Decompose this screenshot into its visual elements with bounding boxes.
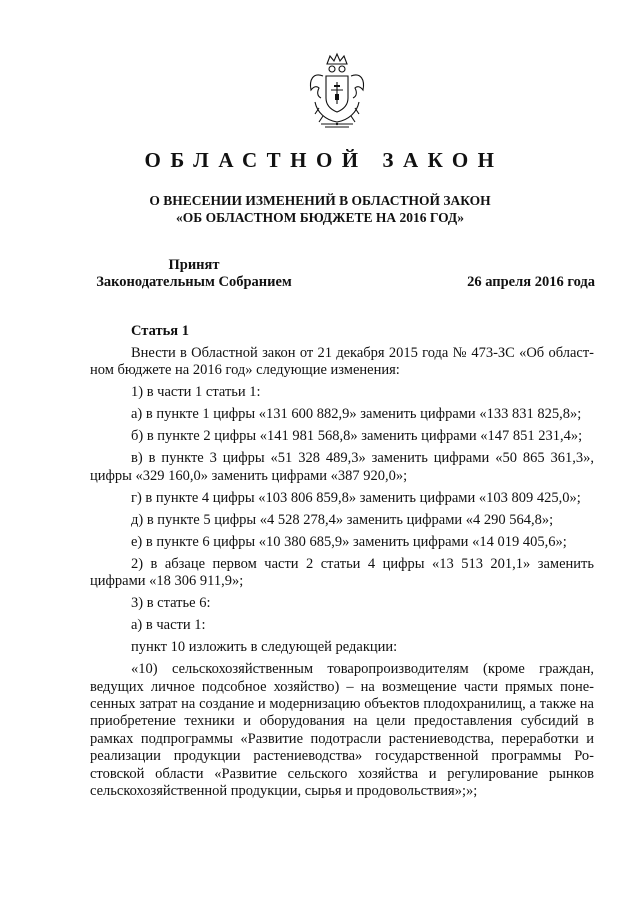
article-heading: Статья 1 — [131, 323, 189, 339]
paragraph: б) в пункте 2 цифры «141 981 568,8» заменить цифрами «147 851 231,4»; — [131, 428, 583, 445]
paragraph: пункт 10 изложить в следующей редакции: — [131, 639, 398, 656]
adopted-by — [88, 257, 300, 291]
adopted-body: Законодательным Собранием — [96, 274, 292, 290]
document-title: ОБЛАСТНОЙ ЗАКОН — [144, 148, 504, 172]
paragraph: Внести в Областной закон от 21 декабря 2015 года № 473-ЗС «Об областном бюджете на 2016 год» следующие изменения: — [90, 345, 594, 379]
paragraph: в) в пункте 3 цифры «51 328 489,3» заменить цифрами «50 865 361,3», цифры «329 160,0» заменить цифрами «387 920,0»; — [90, 450, 594, 484]
paragraph: е) в пункте 6 цифры «10 380 685,9» заменить цифрами «14 019 405,6»; — [131, 533, 567, 550]
document-body — [90, 345, 594, 805]
paragraph: «10) сельскохозяйственным товаропроизводителям (кроме граждан, ведущих личное подсобное хозяйство) – на возмещение части прямых понесенных затрат на создание и модернизацию объектов плодохранилищ, а также на приобретение техники и оборудования на цели предоставления субсидий в рамках подпрограммы «Развитие подотрасли растениеводства, переработки и реализации продукции растениеводства» государственной программы Ростовской области «Развитие сельского хозяйства и регулирование рынков сельскохозяйственной продукции, сырья и продовольствия»;»; — [90, 661, 594, 800]
adopted-label: Принят — [168, 257, 220, 273]
paragraph: 2) в абзаце первом части 2 статьи 4 цифры «13 513 201,1» заменить цифрами «18 306 911,9»; — [90, 555, 594, 590]
paragraph: д) в пункте 5 цифры «4 528 278,4» заменить цифрами «4 290 564,8»; — [131, 511, 554, 528]
subtitle-line: О ВНЕСЕНИИ ИЗМЕНЕНИЙ В ОБЛАСТНОЙ ЗАКОН — [149, 193, 491, 208]
paragraph: г) в пункте 4 цифры «103 806 859,8» заменить цифрами «103 809 425,0»; — [131, 489, 581, 506]
paragraph: а) в пункте 1 цифры «131 600 882,9» заменить цифрами «133 831 825,8»; — [131, 406, 582, 423]
paragraph: 1) в части 1 статьи 1: — [131, 384, 261, 401]
document-subtitle — [0, 192, 640, 226]
subtitle-line: «ОБ ОБЛАСТНОМ БЮДЖЕТЕ НА 2016 ГОД» — [176, 210, 464, 225]
adopted-date: 26 апреля 2016 года — [467, 274, 595, 290]
coat-of-arms-emblem — [305, 52, 369, 130]
paragraph: а) в части 1: — [131, 617, 206, 634]
paragraph: 3) в статье 6: — [131, 595, 211, 612]
